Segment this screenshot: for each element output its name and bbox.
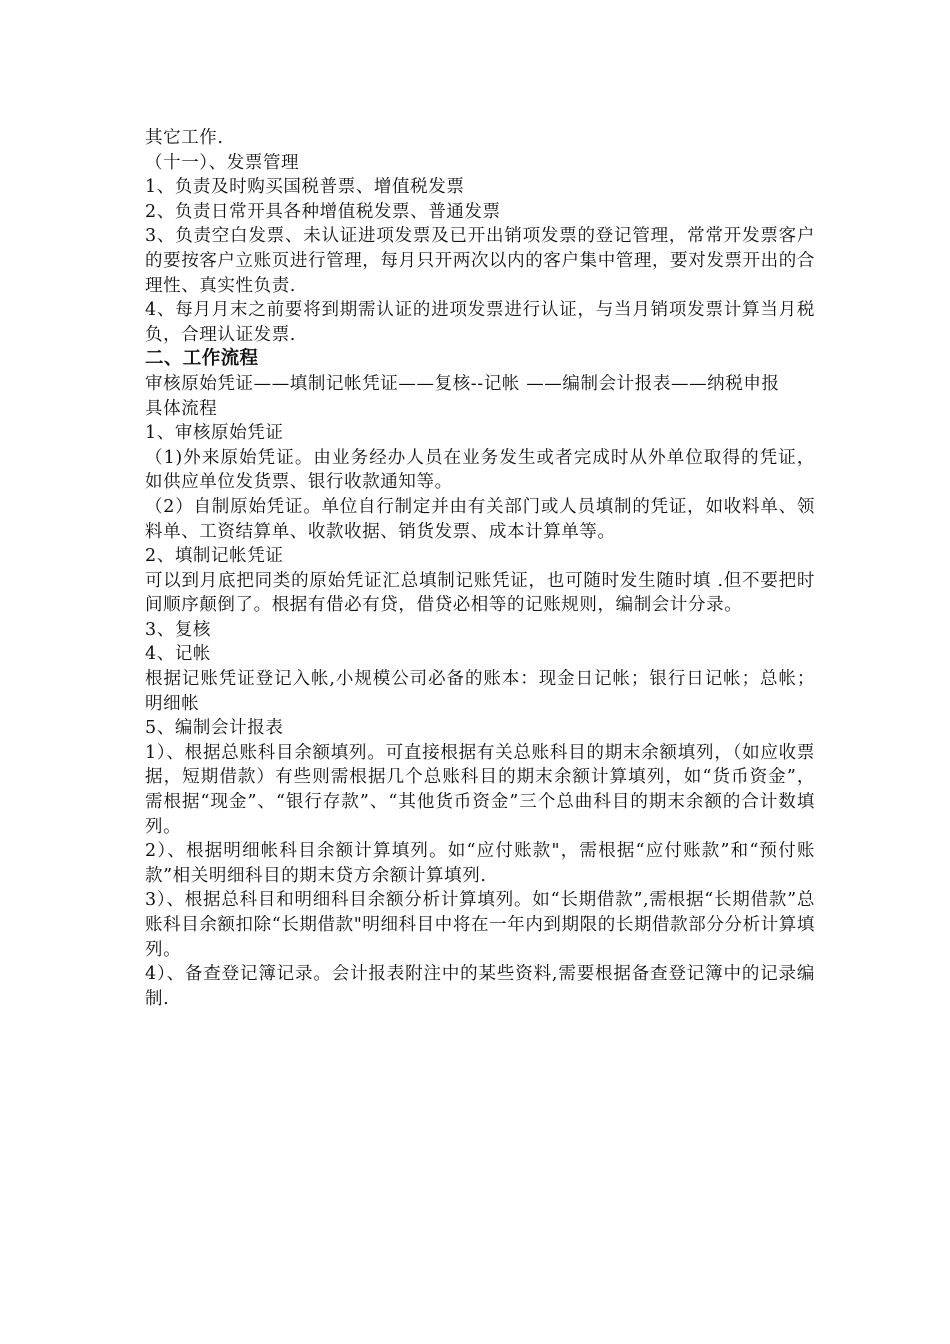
list-item-invoice-certification: 4、每月月末之前要将到期需认证的进项发票进行认证，与当月销项发票计算当月税负，合理认证发票. [145,300,815,345]
workflow-summary: 审核原始凭证——填制记帐凭证——复核--记帐 ——编制会计报表——纳税申报 [145,373,780,394]
paragraph-voucher-rules: 可以到月底把同类的原始凭证汇总填制记账凭证，也可随时发生随时填 .但不要把时间顺序颠倒了。根据有借必有贷，借贷必相等的记账规则，编制会计分录。 [145,570,815,616]
step-bookkeeping: 4、记帐 [145,644,212,665]
step-review-vouchers: 1、审核原始凭证 [145,423,284,444]
paragraph-detail-ledger-balance: 2）、根据明细帐科目余额计算填列。如“应付账款"，需根据“应付账款”和“预付账款”相关明细科目的期末贷方余额计算填列. [145,841,815,886]
list-item-issue-invoices: 2、负责日常开具各种增值税发票、普通发票 [145,201,501,222]
document-body [145,126,815,1011]
step-fill-vouchers: 2、填制记帐凭证 [145,546,284,567]
section-invoice-management: （十一）、发票管理 [145,152,300,173]
paragraph-external-vouchers: （1)外来原始凭证。由业务经办人员在业务发生或者完成时从外单位取得的凭证，如供应单位发货票、银行收款通知等。 [145,447,815,493]
paragraph-internal-vouchers: （2）自制原始凭证。单位自行制定并由有关部门或人员填制的凭证，如收料单、领料单、工资结算单、收款收据、销货发票、成本计算单等。 [145,496,815,542]
paragraph-general-ledger-balance: 1）、根据总账科目余额填列。可直接根据有关总账科目的期末余额填列，（如应收票据，短期借款）有些则需根据几个总账科目的期末余额计算填列，如“货币资金”，需根据“现金”、“银行存款”、“其他货币资金”三个总曲科目的期末余额的合计数填列。 [145,742,815,837]
step-recheck: 3、复核 [145,619,212,640]
list-item-invoice-registration: 3、负责空白发票、未认证进项发票及已开出销项发票的登记管理，常常开发票客户的要按客户立账页进行管理，每月只开两次以内的客户集中管理，要对发票开出的合理性、真实性负责. [145,226,815,296]
paragraph-combined-analysis: 3）、根据总科目和明细科目余额分析计算填列。如“长期借款”,需根据“长期借款”总账科目余额扣除“长期借款"明细科目中将在一年内到期限的长期借款部分分析计算填列。 [145,890,815,960]
paragraph-other-work: 其它工作. [145,128,224,148]
paragraph-detailed-process: 具体流程 [145,398,218,419]
step-prepare-reports: 5、编制会计报表 [145,718,284,739]
paragraph-memo-register: 4）、备查登记簿记录。会计报表附注中的某些资料,需要根据备查登记簿中的记录编制. [145,964,815,1009]
paragraph-ledgers: 根据记账凭证登记入帐,小规模公司必备的账本：现金日记帐；银行日记帐；总帐；明细帐 [145,669,815,714]
section-heading-workflow: 二、工作流程 [145,348,259,370]
list-item-buy-invoices: 1、负责及时购买国税普票、增值税发票 [145,177,465,198]
